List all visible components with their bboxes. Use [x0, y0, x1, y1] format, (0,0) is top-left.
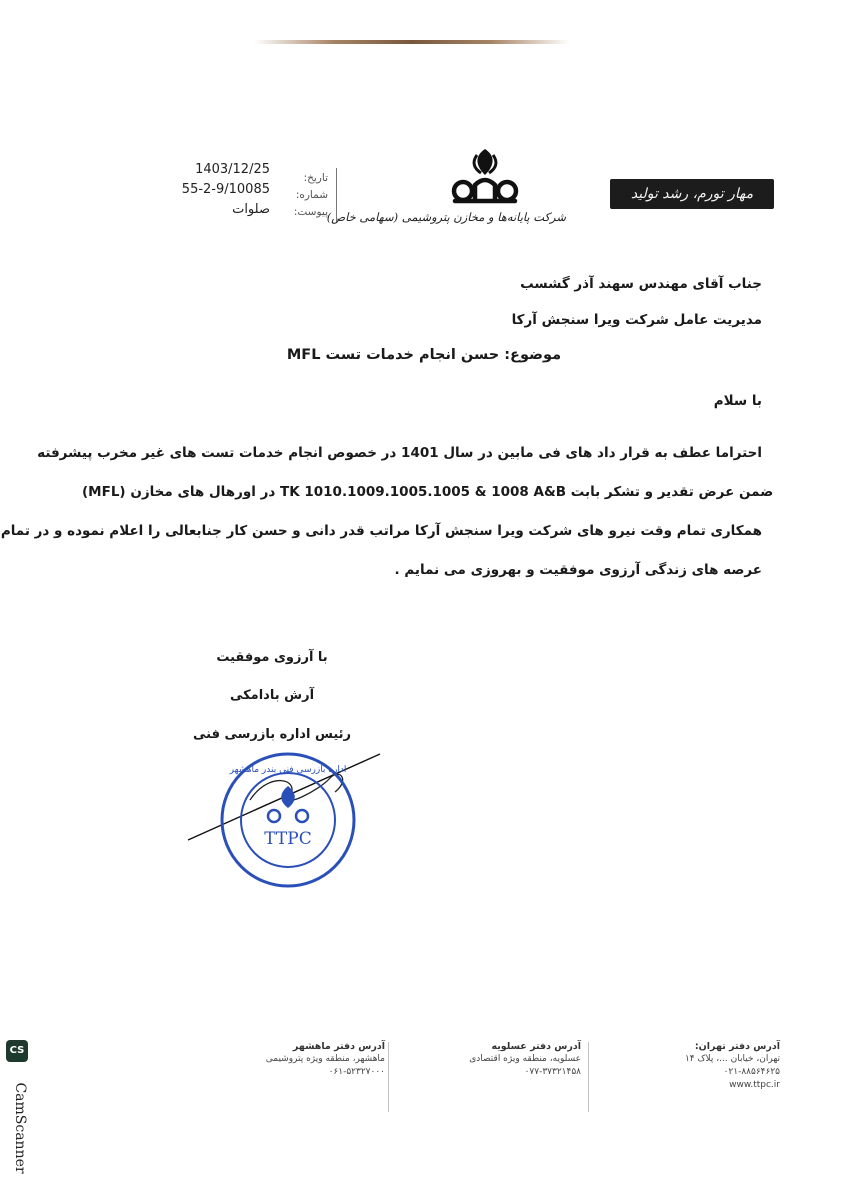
number-label: شماره: [295, 189, 328, 201]
footer-office-line: تهران، خیابان ...، پلاک ۱۴ [684, 1054, 780, 1064]
footer-office-title: آدرس دفتر ماهشهر [292, 1041, 385, 1052]
official-stamp [218, 750, 358, 890]
closing-phrase: با آرزوی موفقیت [216, 650, 328, 665]
camscanner-badge-icon: CS [6, 1040, 28, 1062]
body-line-1: احتراما عطف به قرار داد های فی مابین در سال 1401 در خصوص انجام خدمات تست های غیر مخرب پیشرفته [37, 445, 762, 461]
letter-number: 55-2-9/10085 [181, 182, 270, 197]
recipient-title: مدیریت عامل شرکت ویرا سنجش آرکا [511, 312, 762, 328]
footer-divider [588, 1042, 589, 1112]
company-name: شرکت پایانه‌ها و مخازن پتروشیمی (سهامی خاص) [326, 210, 566, 224]
body-line-3: همکاری تمام وقت نیرو های شرکت ویرا سنجش آرکا مراتب قدر دانی و حسن کار جنابعالی را اعلام نموده و در تمام [0, 523, 762, 539]
letter-greeting: با سلام [713, 393, 762, 409]
date-label: تاریخ: [303, 172, 328, 184]
footer-office-title: آدرس دفتر عسلویه [491, 1041, 581, 1052]
letter-attachment: صلوات [232, 202, 270, 217]
footer-office-line: ۰۶۱-۵۲۳۲۷۰۰۰ [328, 1067, 385, 1077]
top-decorative-bar [254, 40, 570, 44]
recipient-name: جناب آقای مهندس سهند آذر گشسب [520, 276, 762, 292]
footer-office-line: www.ttpc.ir [729, 1080, 780, 1090]
stamp-center-text: TTPC [264, 829, 312, 849]
camscanner-watermark: CamScanner [12, 1082, 28, 1174]
slogan-text: مهار تورم، رشد تولید [630, 186, 754, 202]
footer-divider [388, 1042, 389, 1112]
footer-office-title: آدرس دفتر تهران: [694, 1041, 780, 1052]
footer-office-line: ۰۷۷-۳۷۳۲۱۴۵۸ [524, 1067, 581, 1077]
slogan-banner [610, 179, 774, 209]
footer-office-line: عسلویه، منطقه ویژه اقتصادی [469, 1054, 581, 1064]
signer-name: آرش بادامکی [229, 688, 315, 703]
footer-office-asaluyeh [396, 1040, 581, 1079]
company-logo-icon [445, 145, 525, 211]
footer-office-tehran [595, 1040, 780, 1092]
stamp-ring-text: اداره بازرسی فنی بندر ماهشهر [229, 765, 347, 775]
footer-office-line: ماهشهر، منطقه ویژه پتروشیمی [265, 1054, 385, 1064]
letter-date: 1403/12/25 [195, 162, 270, 177]
attachment-label: پیوست: [293, 206, 328, 218]
signer-title: رئیس اداره بازرسی فنی [192, 727, 351, 742]
letter-meta-labels [282, 170, 328, 221]
footer-office-mahshahr [200, 1040, 385, 1079]
body-line-4: عرصه های زندگی آرزوی موفقیت و بهروزی می نمایم . [394, 562, 762, 578]
footer-addresses [200, 1040, 780, 1116]
letter-meta-values [150, 160, 270, 220]
body-line-2: (MFL) در اورهال های مخازن TK 1010.1009.1005.1005 & 1008 A&B ضمن عرض تقدیر و تشکر بابت [82, 484, 774, 500]
letter-subject: موضوع: حسن انجام خدمات تست MFL [286, 347, 562, 363]
footer-office-line: ۰۲۱-۸۸۵۶۴۶۲۵ [723, 1067, 780, 1077]
